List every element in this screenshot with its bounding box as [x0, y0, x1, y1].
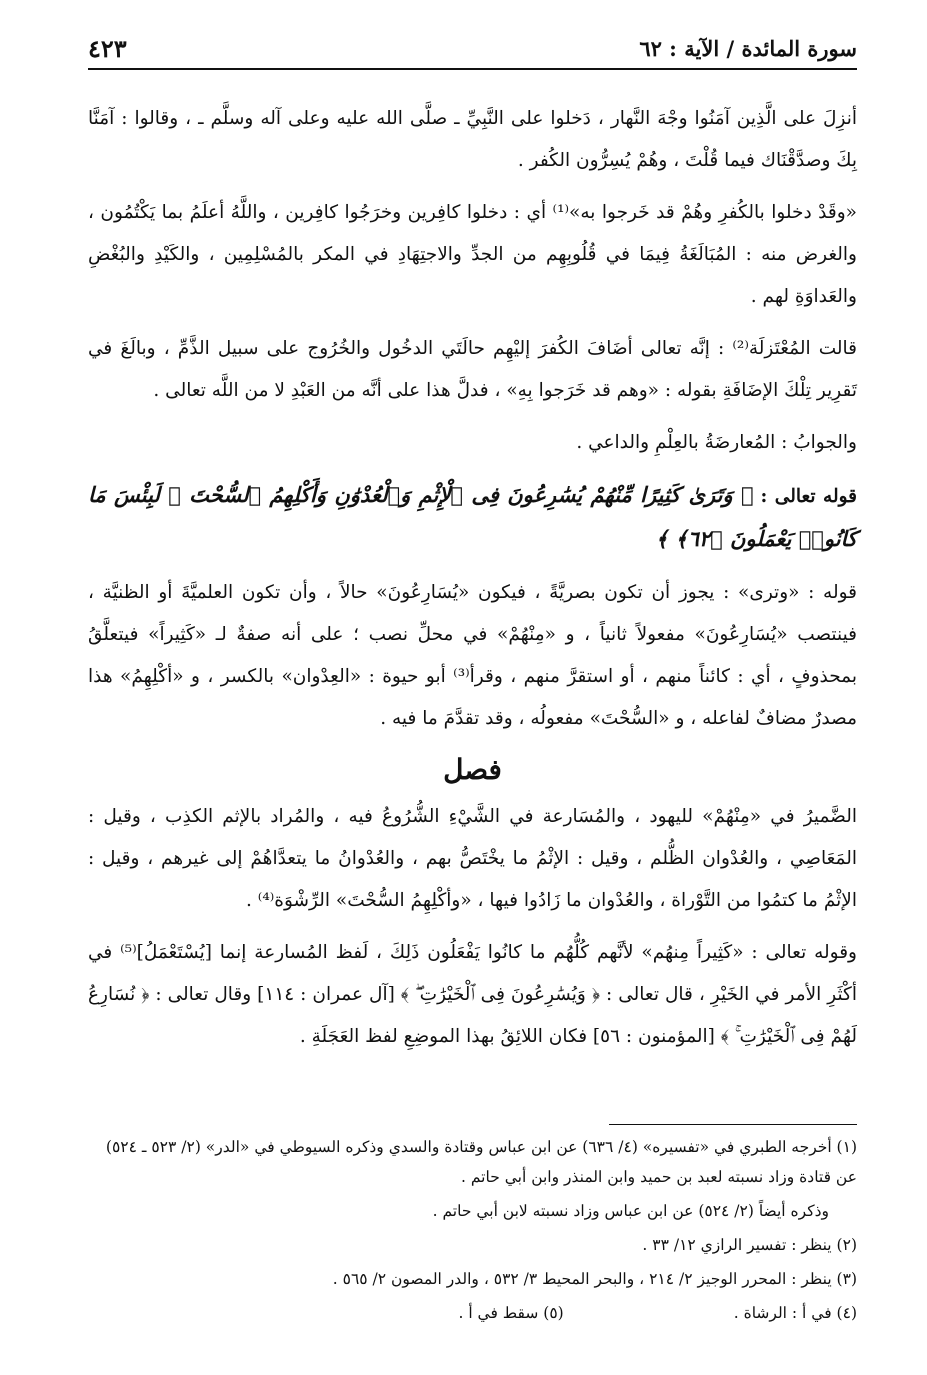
footnote-1-continuation: وذكره أيضاً (٢/ ٥٢٤) عن ابن عباس وزاد نسبته لابن أبي حاتم .	[432, 1202, 829, 1220]
paragraph-1: أنزِلَ على الَّذِين آمَنُوا وجْهَ النَّهار ، دَخلوا على النَّبِيِّ ـ صلَّى الله عليه وعلى آله وسلَّم ـ ، وقالوا : آمَنَّا بِكَ وصدَّقْنَاك فيما قُلْتَ ، وهُمْ يُسِرُّون الكُفر .	[88, 108, 857, 171]
footnote-4: (٤) في أ : الرشاة .	[733, 1304, 857, 1322]
footnote-1: (١) أخرجه الطبري في «تفسيره» (٤/ ٦٣٦) عن ابن عباس وقتادة والسدي وذكره السيوطي في «الدر» (٢/ ٥٢٣ ـ ٥٢٤) عن قتادة وزاد نسبته لعبد بن حميد وابن المنذر وابن أبي حاتم .	[105, 1138, 857, 1186]
main-text	[88, 98, 857, 1068]
verse-intro: قوله تعالى :	[760, 486, 858, 507]
footnote-3: (٣) ينظر : المحرر الوجيز ٢/ ٢١٤ ، والبحر المحيط ٣/ ٥٣٢ ، والدر المصون ٢/ ٥٦٥ .	[332, 1270, 857, 1288]
page-header	[88, 28, 857, 70]
paragraph-3: قالت المُعْتَزلَة⁽²⁾ : إنَّه تعالى أضَافَ الكُفرَ إليْهِم حالَتَي الدخُول والخُرُوج على سبيل الذَّمِّ ، وبالَغَ في تَقرِير تِلْكَ الإضَافَةِ بقوله : «وهم قد خَرَجوا بِهِ» ، فدلَّ هذا على أنَّه من العَبْدِ لا من اللَّه تعالى .	[88, 338, 857, 401]
footnote-5: (٥) سقط في أ .	[458, 1304, 564, 1322]
section-heading: فصل	[443, 753, 502, 786]
paragraph-4: والجوابُ : المُعارضَةُ بالعِلْمِ والداعي .	[576, 432, 857, 453]
footnotes	[88, 1132, 857, 1332]
page-number: ٤٢٣	[88, 33, 127, 63]
paragraph-2: «وقَدْ دخلوا بالكُفرِ وهُمْ قد خَرجوا به»⁽¹⁾ أي : دخلوا كافِرين وخرَجُوا كافِرين ، واللَّهُ أعلَمُ بما يَكْتُمُون ، والغرض منه : المُبَالَغَةُ فِيمَا في قُلُوبِهِم من الجدِّ والاجتِهَادِ في المكر بالمُسْلِمِين ، والكَيْدِ والبُغْضِ والعَداوَةِ لهم .	[88, 202, 857, 307]
running-title: سورة المائدة / الآية : ٦٢	[639, 35, 857, 61]
footnote-row-4-5	[88, 1298, 857, 1328]
footnote-2: (٢) ينظر : تفسير الرازي ١٢/ ٣٣ .	[642, 1236, 857, 1254]
paragraph-7: الضَّميرُ في «مِنْهُمْ» لليهود ، والمُسَارعة في الشَّيْءِ الشُّرُوعُ فيه ، والمُراد بالإثم الكذِب ، وقيل : المَعَاصِي ، والعُدْوان الظُّلم ، وقيل : الإثْمُ ما يخْتَصُّ بهم ، والعُدْوانُ ما يتعدَّاهُمْ إلى غيرهم ، وقيل : الإثْمُ ما كتمُوا من التَّوْراة ، والعُدْوان ما زَادُوا فيها ، «وأكْلِهِمُ السُّحْتَ» الرِّشْوَة⁽⁴⁾ .	[88, 806, 857, 911]
paragraph-5-verse	[88, 474, 857, 562]
quran-verse: ﴿ وَتَرَىٰ كَثِيرًا مِّنْهُمْ يُسَٰرِعُونَ فِى ٱلْإِثْمِ وَٱلْعُدْوَٰنِ وَأَكْلِهِمُ ٱلسُّحْتَ ۚ لَبِئْسَ مَا كَانُوا۟ يَعْمَلُونَ ﴿٦٢﴾ ﴾	[88, 482, 857, 551]
paragraph-6: قوله : «وترى» : يجوز أن تكون بصريَّةً ، فيكون «يُسَارِعُونَ» حالاً ، وأن تكون العلميَّةَ أو الظنيَّة ، فينتصب «يُسَارِعُونَ» مفعولاً ثانياً ، و «مِنْهُمْ» في محلِّ نصب ؛ على أنه صفةٌ لـ «كَثِيراً» فيتعلَّقُ بمحذوفٍ ، أي : كائناً منهم ، أو استقرَّ منهم ، وقرأ⁽³⁾ أبو حيوة : «العِدْوان» بالكسر ، و «أكْلِهِمُ» هذا مصدرٌ مضافٌ لفاعله ، و «السُّحْتَ» مفعولُه ، وقد تقدَّمَ ما فيه .	[88, 582, 858, 729]
paragraph-8: وقوله تعالى : «كَثِيراً مِنهُم» لأنَّهم كُلُّهُم ما كانُوا يَفْعَلُون ذَلِكَ ، لَفظ المُسارعة إنما [يُسْتَعْمَلُ]⁽⁵⁾ في أكْثَرِ الأمر في الخَيْرِ ، قال تعالى : ﴿ وَيُسَٰرِعُونَ فِى ٱلْخَيْرَٰتِ ۖ ﴾ [آل عمران : ١١٤] وقال تعالى : ﴿ نُسَارِعُ لَهُمْ فِى ٱلْخَيْرَٰتِ ۚ ﴾ [المؤمنون : ٥٦] فكان اللائِقُ بهذا الموضِعِ لفظ العَجَلَةِ .	[88, 942, 857, 1047]
footnote-divider	[609, 1124, 857, 1125]
